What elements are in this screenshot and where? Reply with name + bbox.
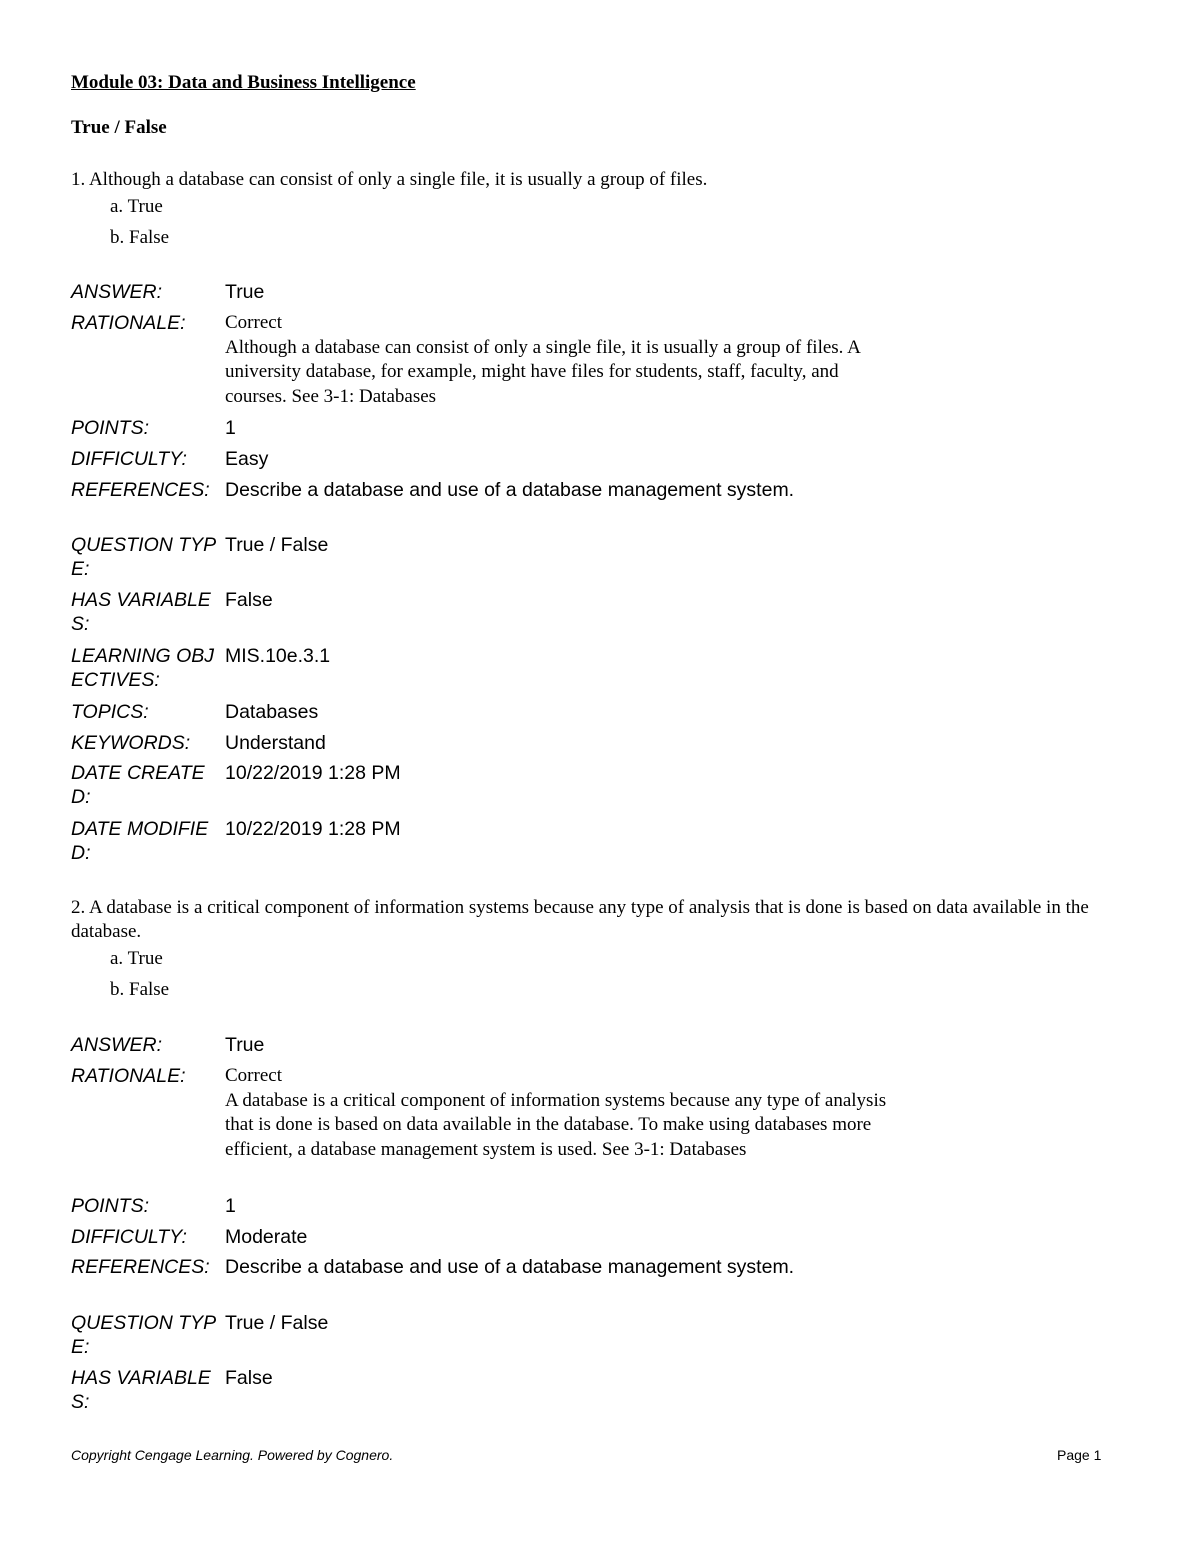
answer-label: ANSWER: [71, 281, 163, 303]
question-1-option-a: a. True [110, 196, 163, 217]
answer-label: ANSWER: [71, 1034, 163, 1056]
footer-copyright: Copyright Cengage Learning. Powered by Cognero. [71, 1447, 394, 1463]
learning-objectives-label: LEARNING OBJECTIVES: [71, 645, 215, 691]
question-2-rationale-body: A database is a critical component of information systems because any type of analysis that is done is based on data available in the database. To make using databases more efficient, a database management system is used. See 3-1: Databases [225, 1089, 887, 1160]
references-label: REFERENCES: [71, 1256, 210, 1278]
references-label: REFERENCES: [71, 479, 210, 501]
question-1-rationale-body: Although a database can consist of only a single file, it is usually a group of files. A university database, for example, might have files for students, staff, faculty, and courses. See 3-1: Databases [225, 336, 860, 407]
document-title: Module 03: Data and Business Intelligence [71, 72, 416, 93]
points-label: POINTS: [71, 417, 150, 439]
question-1-date-modified: 10/22/2019 1:28 PM [225, 818, 401, 840]
rationale-label: RATIONALE: [71, 1065, 186, 1087]
question-2-text [71, 896, 1111, 944]
date-modified-label: DATE MODIFIED: [71, 818, 209, 864]
question-1-option-b: b. False [110, 227, 170, 248]
question-1-text [71, 168, 707, 192]
footer-page-number: Page 1 [1057, 1447, 1102, 1463]
question-2-difficulty: Moderate [225, 1226, 308, 1248]
question-1-points: 1 [225, 417, 236, 439]
question-2-question-type: True / False [225, 1312, 329, 1334]
question-1-answer: True [225, 281, 265, 303]
question-2-has-variables: False [225, 1367, 273, 1389]
date-created-label: DATE CREATED: [71, 762, 205, 808]
has-variables-label: HAS VARIABLES: [71, 589, 211, 635]
question-1-learning-objectives: MIS.10e.3.1 [225, 645, 331, 667]
question-1-prompt: Although a database can consist of only a single file, it is usually a group of files. [88, 169, 708, 190]
question-1-question-type: True / False [225, 534, 329, 556]
question-2-number: 2. [71, 897, 86, 918]
rationale-label: RATIONALE: [71, 312, 186, 334]
question-2-prompt: A database is a critical component of information systems because any type of analysis that is done is based on data available in the database. [71, 897, 1089, 942]
topics-label: TOPICS: [71, 701, 149, 723]
question-2-option-b: b. False [110, 979, 170, 1000]
points-label: POINTS: [71, 1195, 150, 1217]
section-heading: True / False [71, 117, 167, 138]
question-1-number: 1. [71, 169, 86, 190]
keywords-label: KEYWORDS: [71, 732, 191, 754]
question-2-option-a: a. True [110, 948, 163, 969]
question-2-points: 1 [225, 1195, 236, 1217]
question-1-has-variables: False [225, 589, 273, 611]
question-2-rationale [225, 1064, 905, 1162]
question-1-rationale-head: Correct [225, 312, 282, 333]
question-2-rationale-head: Correct [225, 1065, 282, 1086]
question-1-references: Describe a database and use of a database management system. [225, 479, 795, 501]
question-type-label: QUESTION TYPE: [71, 534, 217, 580]
question-1-difficulty: Easy [225, 448, 269, 470]
question-type-label: QUESTION TYPE: [71, 1312, 217, 1358]
question-1-topics: Databases [225, 701, 319, 723]
question-2-references: Describe a database and use of a database management system. [225, 1256, 795, 1278]
question-2-answer: True [225, 1034, 265, 1056]
question-1-date-created: 10/22/2019 1:28 PM [225, 762, 401, 784]
question-1-rationale [225, 311, 905, 409]
question-1-keywords: Understand [225, 732, 326, 754]
difficulty-label: DIFFICULTY: [71, 1226, 187, 1248]
difficulty-label: DIFFICULTY: [71, 448, 187, 470]
has-variables-label: HAS VARIABLES: [71, 1367, 211, 1413]
